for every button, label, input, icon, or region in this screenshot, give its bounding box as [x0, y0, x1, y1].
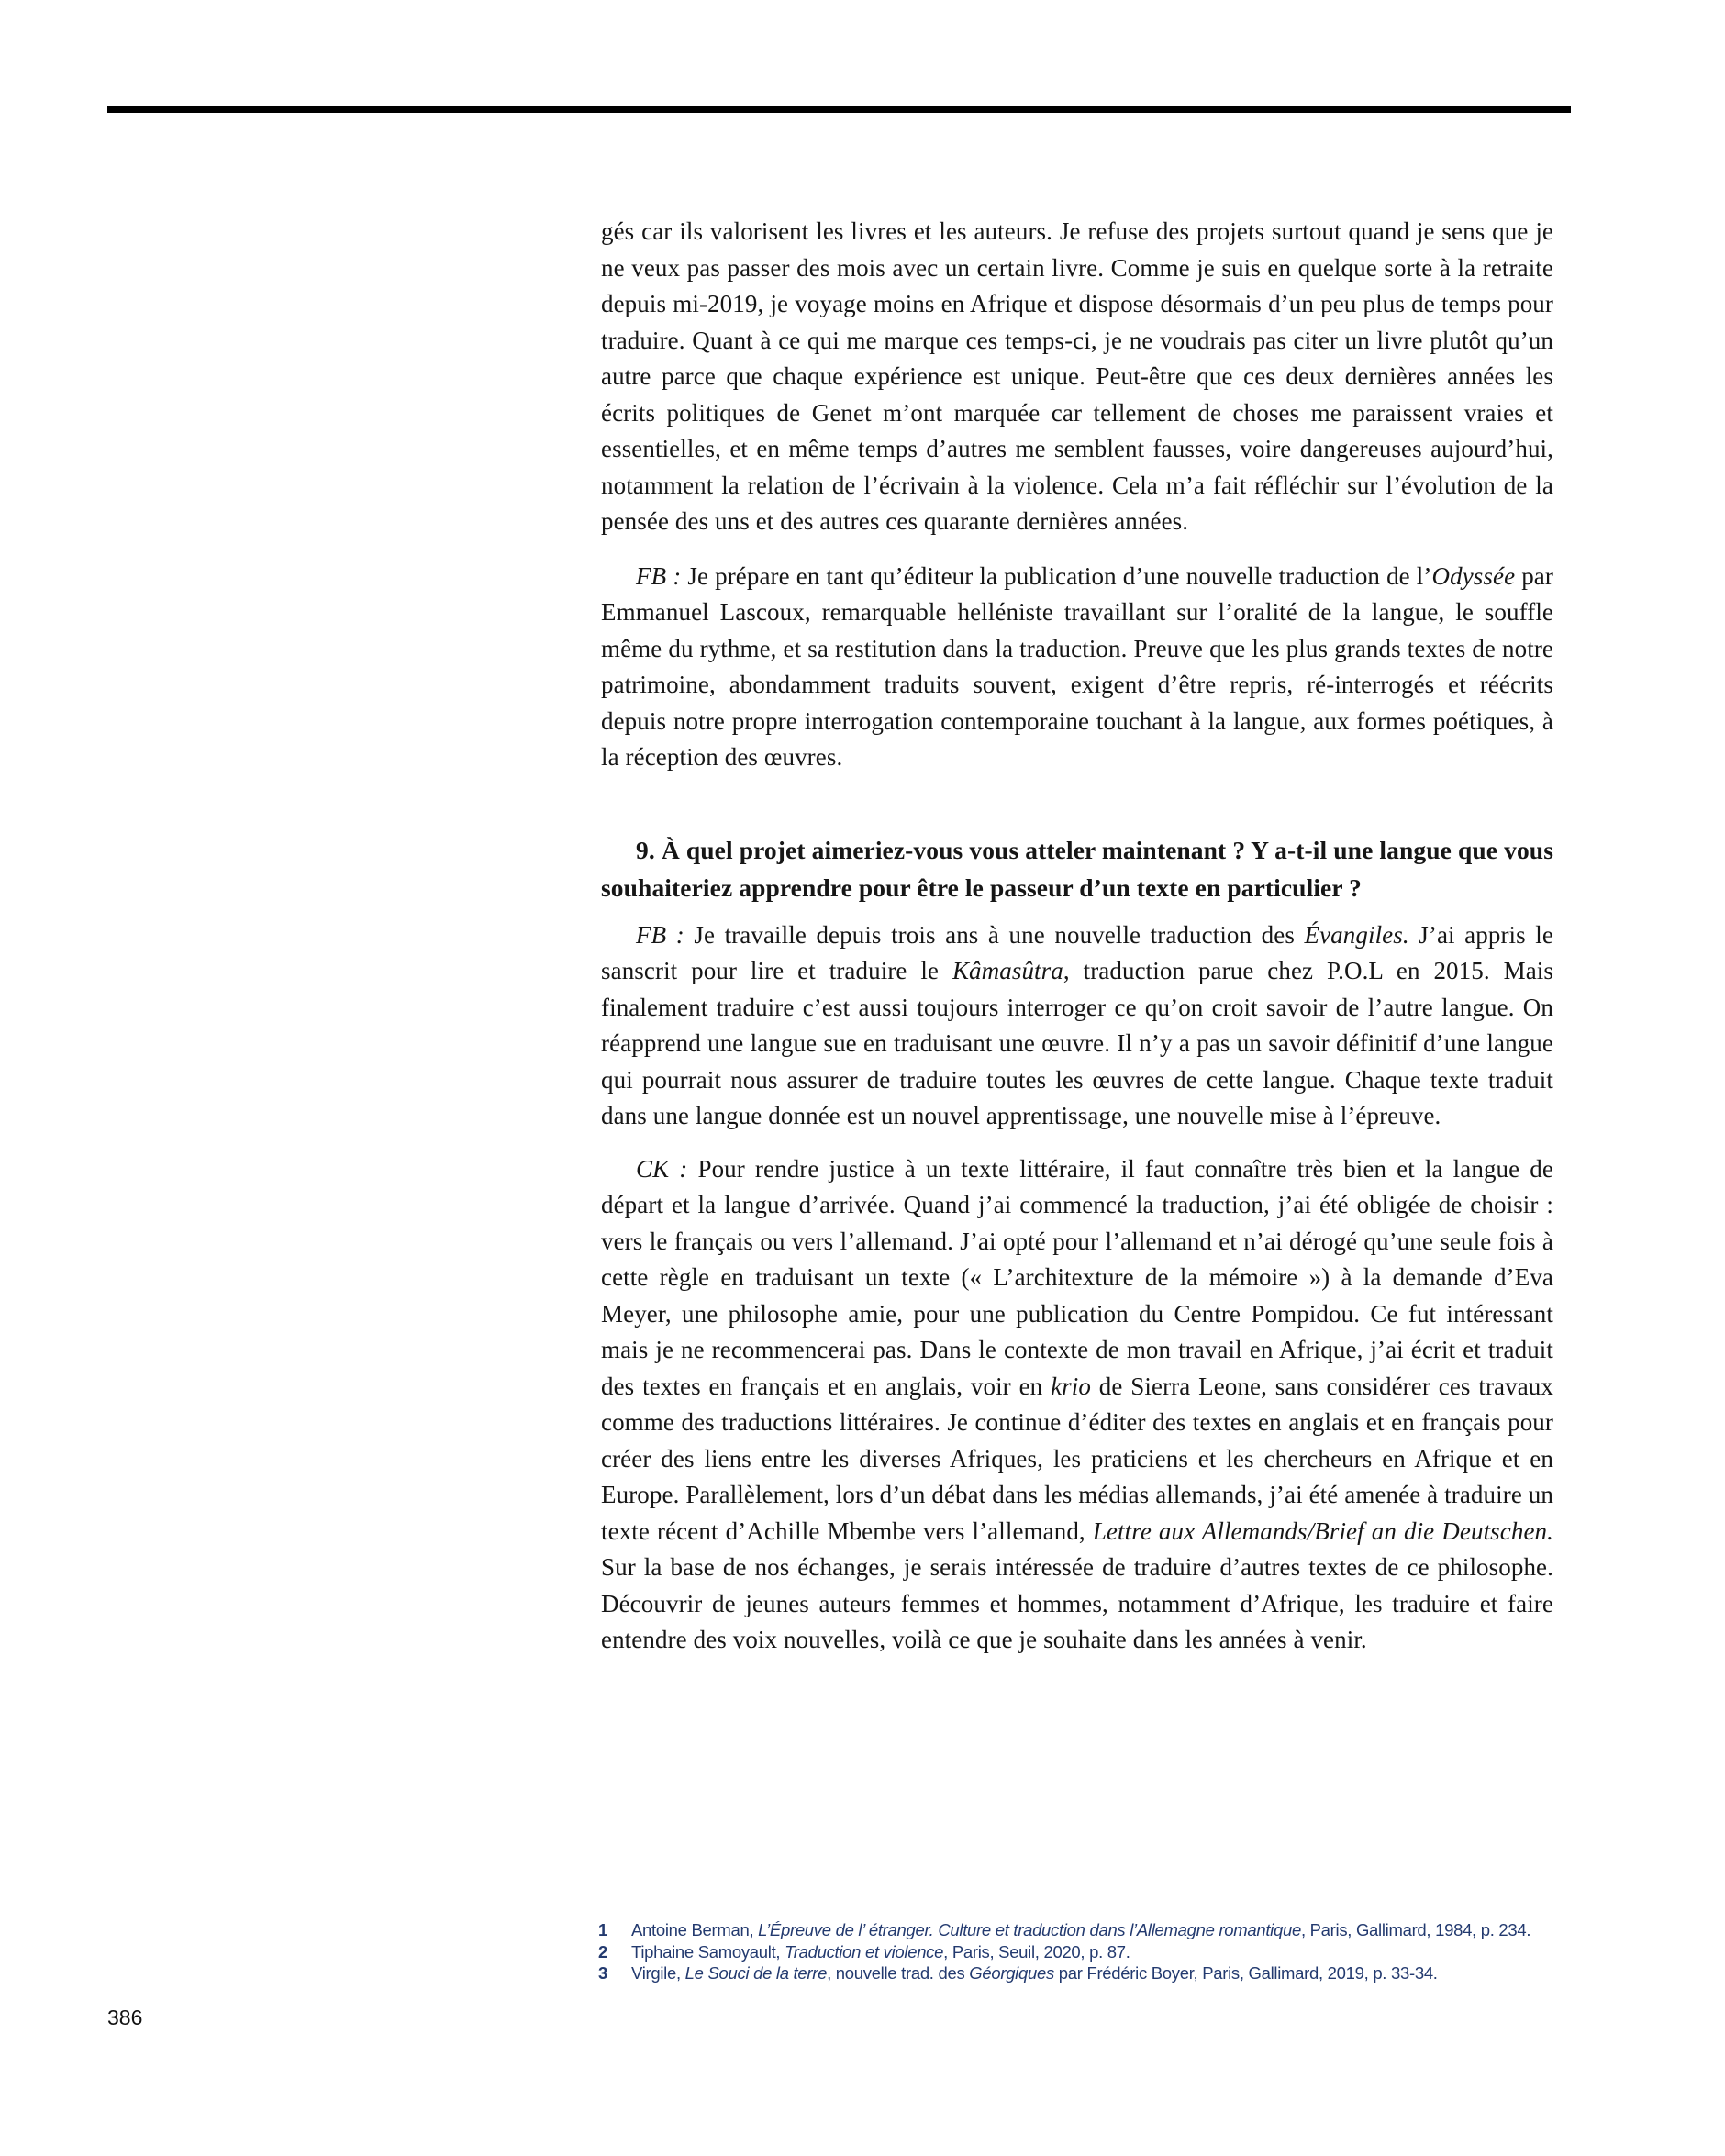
- footnote-run: Tiphaine Samoyault,: [631, 1941, 785, 1962]
- footnote-text: [631, 1919, 1562, 1941]
- footnote-run: , nouvelle trad. des: [827, 1963, 970, 1983]
- footnote-text: [631, 1941, 1562, 1963]
- page-number: 386: [107, 2006, 143, 2029]
- paragraph-text: Pour rendre justice à un texte littéraire, il faut connaître très bien et la langue de départ et la langue d’arrivée. Quand j’ai commencé la traduction, j’ai été obligée de choisir : vers le français ou vers l’allemand. J’ai opté pour l’allemand et n’ai dérogé qu’une seule fois à cette règle en traduisant un texte (« L’architexture de la mémoire ») à la demande d’Eva Meyer, une philosophe amie, pour une publication du Centre Pompidou. Ce fut intéressant mais je ne recommencerai pas. Dans le contexte de mon travail en Afrique, j’ai écrit et traduit des textes en français et en anglais, voir en: [601, 1154, 1553, 1400]
- paragraph-text: gés car ils valorisent les livres et les auteurs. Je refuse des projets surtout quand je sens que je ne veux pas passer des mois avec un certain livre. Comme je suis en quelque sorte à la retraite depuis mi-2019, je voyage moins en Afrique et dispose désormais d’un peu plus de temps pour traduire. Quant à ce qui me marque ces temps-ci, je ne voudrais pas citer un livre plutôt qu’un autre parce que chaque expérience est unique. Peut-être que ces deux dernières années les écrits politiques de Genet m’ont marquée car tellement de choses me paraissent vraies et essentielles, et en même temps d’autres me semblent fausses, voire dangereuses aujourd’hui, notamment la relation de l’écrivain à la violence. Cela m’a fait réfléchir sur l’évolution de la pensée des uns et des autres ces quarante dernières années.: [601, 217, 1553, 535]
- footnote-title: L’Épreuve de l’ étranger. Culture et traduction dans l’Allemagne romantique: [758, 1920, 1301, 1939]
- footnote-number: 3: [598, 1963, 607, 1983]
- paragraph-fb-evangiles: [601, 917, 1553, 1135]
- foreign-term: krio: [1051, 1372, 1091, 1400]
- footnote-run: par Frédéric Boyer, Paris, Gallimard, 2019, p. 33-34.: [1053, 1963, 1438, 1983]
- paragraph-text: par Emmanuel Lascoux, remarquable helléniste travaillant sur l’oralité de la langue, le souffle même du rythme, et sa restitution dans la traduction. Preuve que les plus grands textes de notre patrimoine, abondamment traduits souvent, exigent d’être repris, ré-interrogés et réécrits depuis notre propre interrogation contemporaine touchant à la langue, aux formes poétiques, à la réception des œuvres.: [601, 561, 1553, 771]
- question-heading: 9. À quel projet aimeriez-vous vous atteler maintenant ? Y a-t-il une langue que vous souhaiteriez apprendre pour être le passeur d’un texte en particulier ?: [601, 835, 1553, 902]
- speaker-label: CK :: [636, 1154, 698, 1183]
- paragraph-fb-odyssee: [601, 559, 1553, 776]
- paragraph-text: de Sierra Leone, sans considérer ces travaux comme des traductions littéraires. Je continue d’éditer des textes en anglais et en français pour créer des liens entre les diverses Afriques, les praticiens et les chercheurs en Afrique et en Europe. Parallèlement, lors d’un débat dans les médias allemands, j’ai été amenée à traduire un texte récent d’Achille Mbembe vers l’allemand,: [601, 1372, 1553, 1545]
- footnote-run: , Paris, Seuil, 2020, p. 87.: [943, 1941, 1130, 1962]
- book-title: Odyssée: [1431, 561, 1516, 590]
- text-column: [601, 214, 1553, 1659]
- footnote-title: Géorgiques: [969, 1963, 1054, 1983]
- footnote-run: , Paris, Gallimard, 1984, p. 234.: [1300, 1920, 1531, 1939]
- footnote-title: Le Souci de la terre: [684, 1963, 828, 1983]
- paragraph-ck: [601, 1151, 1553, 1659]
- footnote-run: Antoine Berman,: [631, 1920, 759, 1939]
- book-title: Kâmasûtra: [952, 957, 1063, 984]
- top-rule: [107, 106, 1571, 113]
- speaker-label: FB :: [636, 920, 695, 949]
- footnote-text: [631, 1962, 1562, 1984]
- paragraph-text: Je prépare en tant qu’éditeur la publication d’une nouvelle traduction de l’: [687, 561, 1432, 590]
- paragraph-text: Je travaille depuis trois ans à une nouvelle traduction des: [694, 920, 1305, 949]
- speaker-label: FB :: [636, 561, 688, 590]
- paragraph-text: J’ai appris le sanscrit pour lire et traduire le: [601, 920, 1553, 984]
- footnote-run: Virgile,: [631, 1963, 685, 1983]
- footnote-number: 1: [598, 1920, 607, 1939]
- footnote-1: [598, 1919, 1562, 1941]
- footnote-2: [598, 1941, 1562, 1963]
- paragraph-text: , traduction parue chez P.O.L en 2015. Mais finalement traduire c’est aussi toujours interroger ce qu’on croit savoir de l’autre langue. On réapprend une langue sue en traduisant une œuvre. Il n’y a pas un savoir définitif d’une langue qui pourrait nous assurer de traduire toutes les œuvres de cette langue. Chaque texte traduit dans une langue donnée est un nouvel apprentissage, une nouvelle mise à l’épreuve.: [601, 957, 1553, 1129]
- footnotes-block: [598, 1919, 1562, 1984]
- paragraph-text: Sur la base de nos échanges, je serais intéressée de traduire d’autres textes de ce philosophe. Découvrir de jeunes auteurs femmes et hommes, notamment d’Afrique, les traduire et faire entendre des voix nouvelles, voilà ce que je souhaite dans les années à venir.: [601, 1553, 1553, 1653]
- footnote-title: Traduction et violence: [785, 1941, 944, 1962]
- book-title: Évangiles.: [1304, 920, 1409, 949]
- paragraph-continuation: [601, 214, 1553, 540]
- book-title: Lettre aux Allemands/Brief an die Deutschen.: [1092, 1517, 1554, 1545]
- footnote-3: [598, 1962, 1562, 1984]
- footnote-number: 2: [598, 1941, 607, 1962]
